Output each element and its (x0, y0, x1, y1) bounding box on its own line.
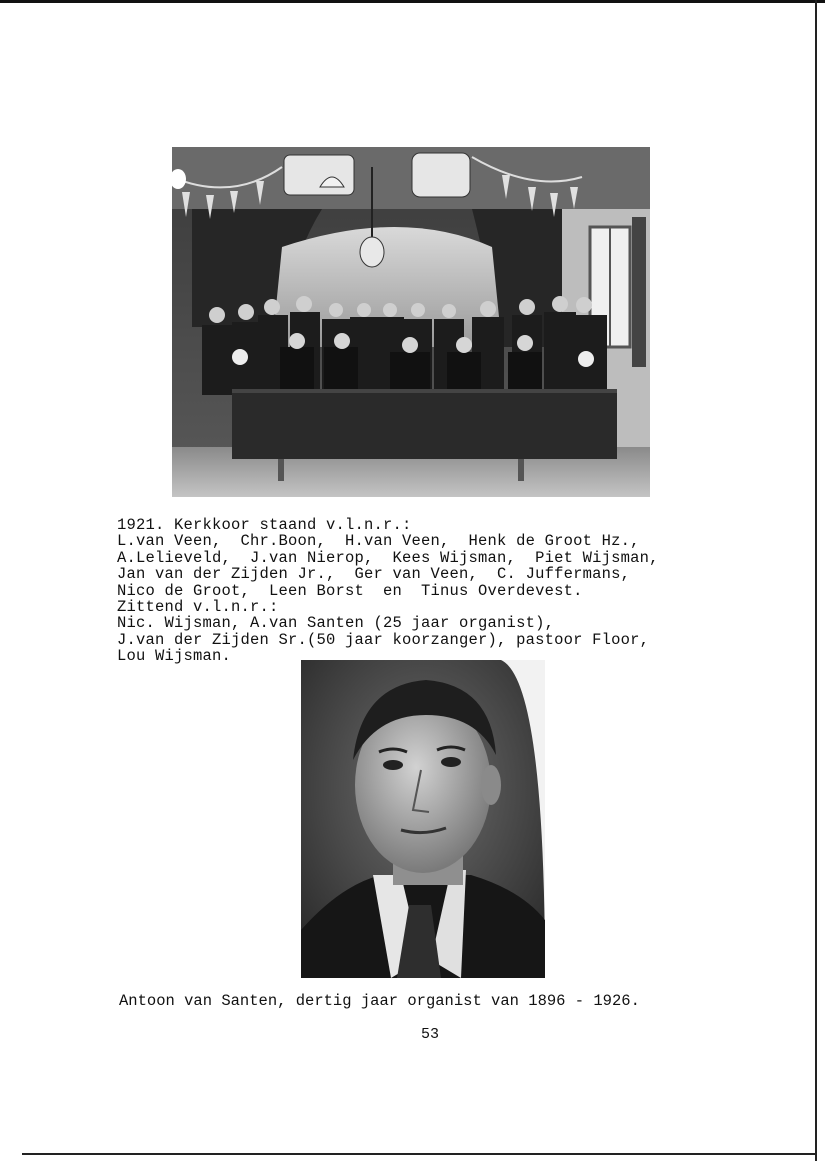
portrait-image (301, 660, 545, 978)
portrait-photo (301, 660, 545, 978)
page-border-bottom (22, 1153, 817, 1155)
page-number: 53 (420, 1026, 439, 1043)
caption-line: Jan van der Zijden Jr., Ger van Veen, C. Juffermans, (117, 565, 631, 584)
caption-line: Nic. Wijsman, A.van Santen (25 jaar organist), (117, 614, 555, 633)
caption-line: 1921. Kerkkoor staand v.l.n.r.: (117, 516, 412, 534)
caption-line: L.van Veen, Chr.Boon, H.van Veen, Henk de Groot Hz., (117, 532, 640, 551)
page-border-right (815, 0, 817, 1161)
choir-group-photo (172, 147, 650, 497)
choir-photo-image (172, 147, 650, 497)
caption-line: A.Lelieveld, J.van Nierop, Kees Wijsman, Piet Wijsman, (117, 548, 659, 567)
caption-line: J.van der Zijden Sr.(50 jaar koorzanger), pastoor Floor, (117, 630, 650, 649)
punch-hole (170, 169, 186, 189)
caption-line: Lou Wijsman. (117, 647, 232, 666)
caption-line: Zittend v.l.n.r.: (117, 598, 279, 617)
page-border-top (0, 0, 825, 3)
caption-line: Nico de Groot, Leen Borst en Tinus Overdevest. (117, 581, 583, 600)
portrait-caption: Antoon van Santen, dertig jaar organist van 1896 - 1926. (119, 992, 640, 1010)
choir-photo-caption (117, 517, 717, 665)
